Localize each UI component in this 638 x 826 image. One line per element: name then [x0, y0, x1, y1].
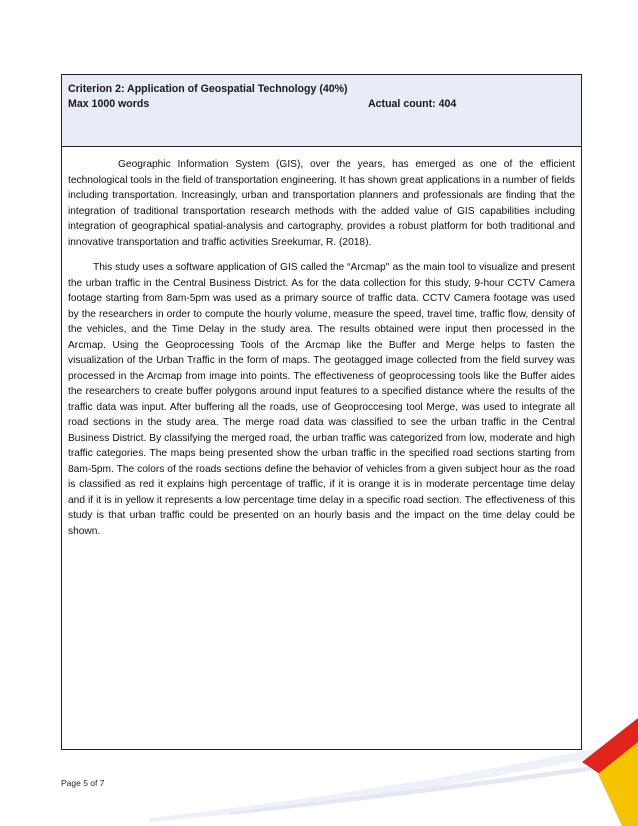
paragraph: Geographic Information System (GIS), over the years, has emerged as one of the efficient technological tools in the field of transportation engineering. It has shown great applications in a number of fields including transportation. Increasingly, urban and transportation planners and professionals are finding that the integration of traditional transportation research methods with the added value of GIS capabilities including integration of geographical spatial-analysis and cartography, provides a robust platform for both traditional and innovative transportation and traffic activities Sreekumar, R. (2018).	[68, 159, 575, 248]
criterion-title: Criterion 2: Application of Geospatial Technology (40%)	[68, 83, 348, 95]
max-words: Max 1000 words	[68, 98, 150, 110]
swoosh-light	[150, 740, 638, 822]
page-number: Page 5 of 7	[61, 778, 105, 788]
swoosh-light-2	[230, 760, 638, 815]
actual-count: Actual count: 404	[368, 98, 457, 110]
paragraph: This study uses a software application of GIS called the “Arcmap'' as the main tool to visualize and present the urban traffic in the Central Business District. As for the data collection for this study, 9-hour CCTV Camera footage starting from 8am-5pm was used as a primary source of traffic data. CCTV Camera footage was used by the researchers in order to compute the hourly volume, measure the speed, travel time, traffic flow, density of the vehicles, and the Time Delay in the study area. The results obtained were input then processed in the Arcmap. Using the Geoprocessing Tools of the Arcmap like the Buffer and Merge helps to fasten the visualization of the Urban Traffic in the form of maps. The geotagged image collected from the field survey was processed in the Arcmap from image into points. The effectiveness of geoprocessing tools like the Buffer aides the researchers to create buffer polygons around input features to a specified distance where the results of the traffic data was input. After buffering all the roads, use of Geoproccesing tool Merge, was used to integrate all road sections in the study area. The merge road data was classified to see the urban traffic in the Central Business District. By classifying the merged road, the urban traffic was categorized from low, moderate and high traffic categories. The maps being presented show the urban traffic in the specified road sections starting from 8am-5pm. The colors of the roads sections define the behavior of vehicles from a given subject hour as the road is classified as red it explains high percentage of traffic, if it is orange it is in moderate percentage time delay and if it is in yellow it represents a low percentage time delay in a specific road section. The effectiveness of this study is that urban traffic could be presented on an hourly basis and the impact on the time delay could be shown.	[68, 262, 575, 537]
